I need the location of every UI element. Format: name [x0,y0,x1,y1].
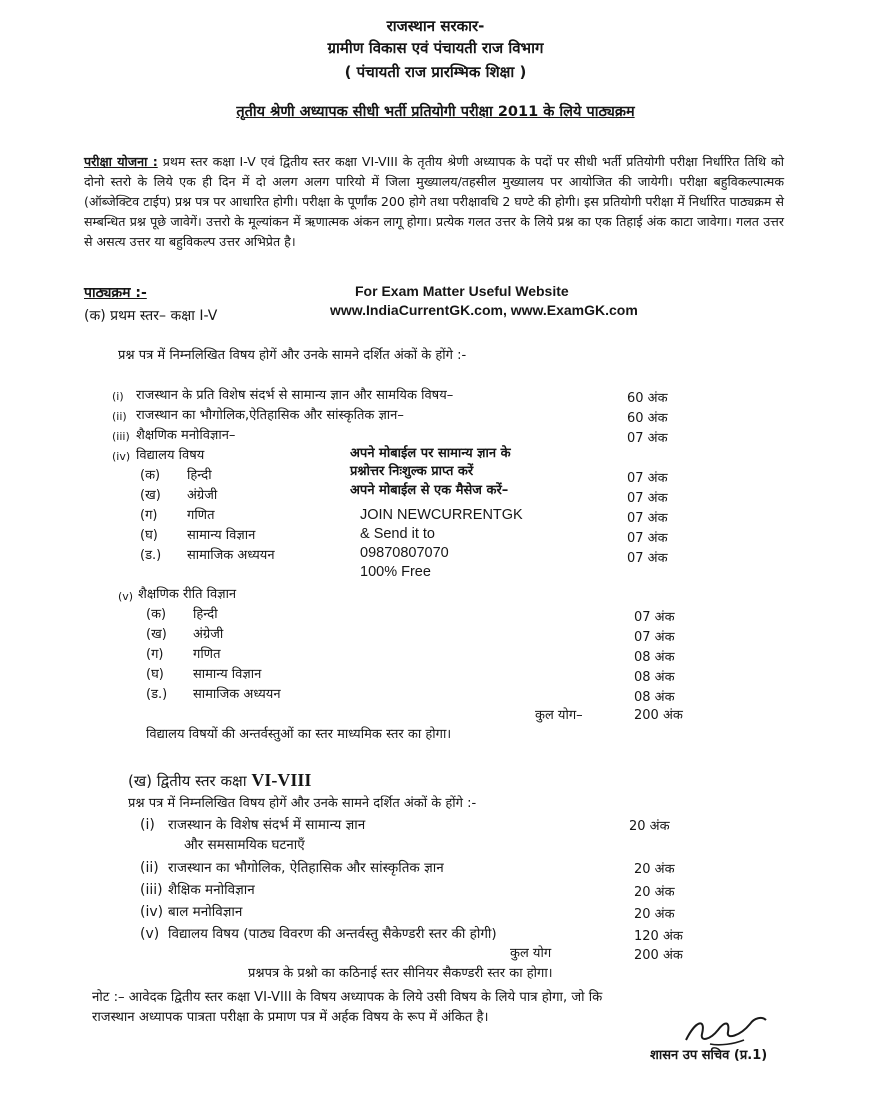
item-label: राजस्थान के विशेष संदर्भ में सामान्य ज्ञान [168,817,366,833]
item-marks: 07 अंक [627,431,668,446]
level1-total-marks: 200 अंक [634,708,683,723]
item-marks: 120 अंक [634,929,683,944]
subject-label: सामाजिक अध्ययन [193,687,281,702]
signature-title: शासन उप सचिव (प्र.1) [650,1048,768,1063]
subject-marks: 07 अंक [627,511,668,526]
ad-join-line: JOIN NEWCURRENTGK [360,507,523,523]
subject-marks: 07 अंक [627,551,668,566]
item-marks: 60 अंक [627,391,668,406]
subject-number: (ख) [140,488,161,503]
item-number: (i) [112,390,124,403]
page-title: तृतीय श्रेणी अध्यापक सीधी भर्ती प्रतियोगी परीक्षा 2011 के लिये पाठ्यक्रम [236,104,635,120]
item-number: (i) [140,817,155,833]
level2-total-label: कुल योग [510,946,552,961]
exam-scheme-text: प्रथम स्तर कक्षा I-V एवं द्वितीय स्तर कक्षा VI-VIII के तृतीय श्रेणी अध्यापक के पदों पर सीधी भर्ती प्रतियोगी परीक्षा निर्धारित तिथि को दोनो स्तरो के लिये एक ही दिन में दो अलग अलग पारियो में जिला मुख्यालय/तहसील मुख्यालय पर आयोजित की जायेगी। परीक्षा बहुविकल्पात्मक (ऑब्जेक्टिव टाईप) प्रश्न पत्र पर आधारित होगी। परीक्षा के पूर्णांक 200 होगे तथा परीक्षावधि 2 घण्टे की होगी। इस प्रतियोगी परीक्षा में निर्धारित पाठ्यक्रम से सम्बन्धित प्रश्न पूछे जावेगें। उत्तरो के मूल्यांकन में ऋणात्मक अंकन लागू होगा। प्रत्येक गलत उत्तर के लिये प्रश्न का एक तिहाई अंक काटा जावेगा। गलत उत्तर से असत्य उत्तर या बहुविकल्प उत्तर अभिप्रेत है। [84,154,784,249]
ad-website-line: www.IndiaCurrentGK.com, www.ExamGK.com [330,302,638,318]
item-marks: 20 अंक [634,862,675,877]
level2-heading-text: (ख) द्वितीय स्तर कक्षा [128,772,247,790]
subject-number: (घ) [146,667,164,682]
note-line1: नोट :– आवेदक द्वितीय स्तर कक्षा VI-VIII के विषय अध्यापक के लिये उसी विषय के लिये पात्र होगा, जो कि [92,990,603,1005]
signature-scribble [680,1010,770,1050]
item-marks: 60 अंक [627,411,668,426]
pedagogy-number: (v) [118,590,134,603]
subject-marks: 07 अंक [634,610,675,625]
subject-marks: 08 अंक [634,690,675,705]
level1-note: विद्यालय विषयों की अन्तर्वस्तुओं का स्तर माध्यमिक स्तर का होगा। [146,727,452,742]
level2-heading-roman: VI-VIII [251,770,312,790]
subject-marks: 07 अंक [634,630,675,645]
subject-number: (घ) [140,528,158,543]
level1-intro: प्रश्न पत्र में निम्नलिखित विषय होगें और उनके सामने दर्शित अंकों के होंगे :- [118,348,467,363]
item-label: शैक्षणिक मनोविज्ञान– [136,428,236,443]
subject-number: (ड.) [146,687,168,702]
note-line2: राजस्थान अध्यापक पात्रता परीक्षा के प्रमाण पत्र में अर्हक विषय के रूप में अंकित है। [92,1010,489,1025]
item-number: (iv) [140,904,164,920]
subject-number: (ड.) [140,548,162,563]
item-number: (iii) [140,882,163,898]
item-marks: 20 अंक [629,819,670,834]
subject-label: हिन्दी [187,468,212,483]
level2-difficulty: प्रश्नपत्र के प्रश्नो का कठिनाई स्तर सीनियर सैकण्डरी स्तर का होगा। [248,966,553,981]
subject-label: सामान्य विज्ञान [187,528,256,543]
level2-total-marks: 200 अंक [634,948,683,963]
item-label: राजस्थान का भौगोलिक, ऐतिहासिक और सांस्कृतिक ज्ञान [168,860,444,876]
exam-scheme-paragraph [84,152,784,252]
item-number: (iii) [112,430,130,443]
ad-hindi-line2: प्रश्नोत्तर निःशुल्क प्राप्त करें [350,464,474,479]
item-label: शैक्षिक मनोविज्ञान [168,882,255,898]
exam-scheme-label: परीक्षा योजना : [84,154,158,169]
header-line3: ( पंचायती राज प्रारम्भिक शिक्षा ) [344,63,527,81]
item-label: विद्यालय विषय (पाठ्य विवरण की अन्तर्वस्तु सैकेण्डरी स्तर की होगी) [168,926,497,942]
ad-free-line: 100% Free [360,564,431,580]
school-subjects-label: विद्यालय विषय [136,448,205,463]
header-line2: ग्रामीण विकास एवं पंचायती राज विभाग [327,39,544,57]
ad-line1: For Exam Matter Useful Website [355,283,569,299]
level2-intro: प्रश्न पत्र में निम्नलिखित विषय होगें और उनके सामने दर्शित अंकों के होंगे :- [128,796,477,811]
subject-number: (क) [140,468,161,483]
item-number: (v) [140,926,160,942]
item-marks: 20 अंक [634,885,675,900]
item-label: राजस्थान के प्रति विशेष संदर्भ से सामान्य ज्ञान और सामयिक विषय– [136,388,454,403]
subject-marks: 07 अंक [627,531,668,546]
school-subjects-number: (iv) [112,450,131,463]
subject-number: (ग) [140,508,158,523]
level1-heading: (क) प्रथम स्तर– कक्षा I-V [84,308,218,324]
subject-label: हिन्दी [193,607,218,622]
level1-total-label: कुल योग– [535,708,583,723]
item-label-continued: और समसामयिक घटनाएँ [184,837,305,853]
subject-number: (ग) [146,647,164,662]
item-label: बाल मनोविज्ञान [168,904,243,920]
subject-label: सामान्य विज्ञान [193,667,262,682]
header-line1: राजस्थान सरकार- [386,17,485,35]
subject-label: गणित [193,647,221,662]
item-number: (ii) [112,410,127,423]
ad-send-line: & Send it to [360,526,435,542]
level2-heading [128,770,311,791]
ad-hindi-line3: अपने मोबाईल से एक मैसेज करें– [350,483,509,498]
subject-marks: 08 अंक [634,670,675,685]
item-number: (ii) [140,860,159,876]
subject-marks: 07 अंक [627,491,668,506]
subject-label: सामाजिक अध्ययन [187,548,275,563]
subject-label: अंग्रेजी [187,488,218,503]
ad-hindi-line1: अपने मोबाईल पर सामान्य ज्ञान के [350,446,511,461]
ad-phone-line: 09870807070 [360,545,449,561]
pedagogy-label: शैक्षणिक रीति विज्ञान [138,587,237,602]
subject-label: गणित [187,508,215,523]
subject-marks: 07 अंक [627,471,668,486]
syllabus-label: पाठ्यक्रम :- [84,285,147,301]
subject-number: (क) [146,607,167,622]
item-marks: 20 अंक [634,907,675,922]
subject-label: अंग्रेजी [193,627,224,642]
subject-marks: 08 अंक [634,650,675,665]
subject-number: (ख) [146,627,167,642]
item-label: राजस्थान का भौगोलिक,ऐतिहासिक और सांस्कृतिक ज्ञान– [136,408,404,423]
